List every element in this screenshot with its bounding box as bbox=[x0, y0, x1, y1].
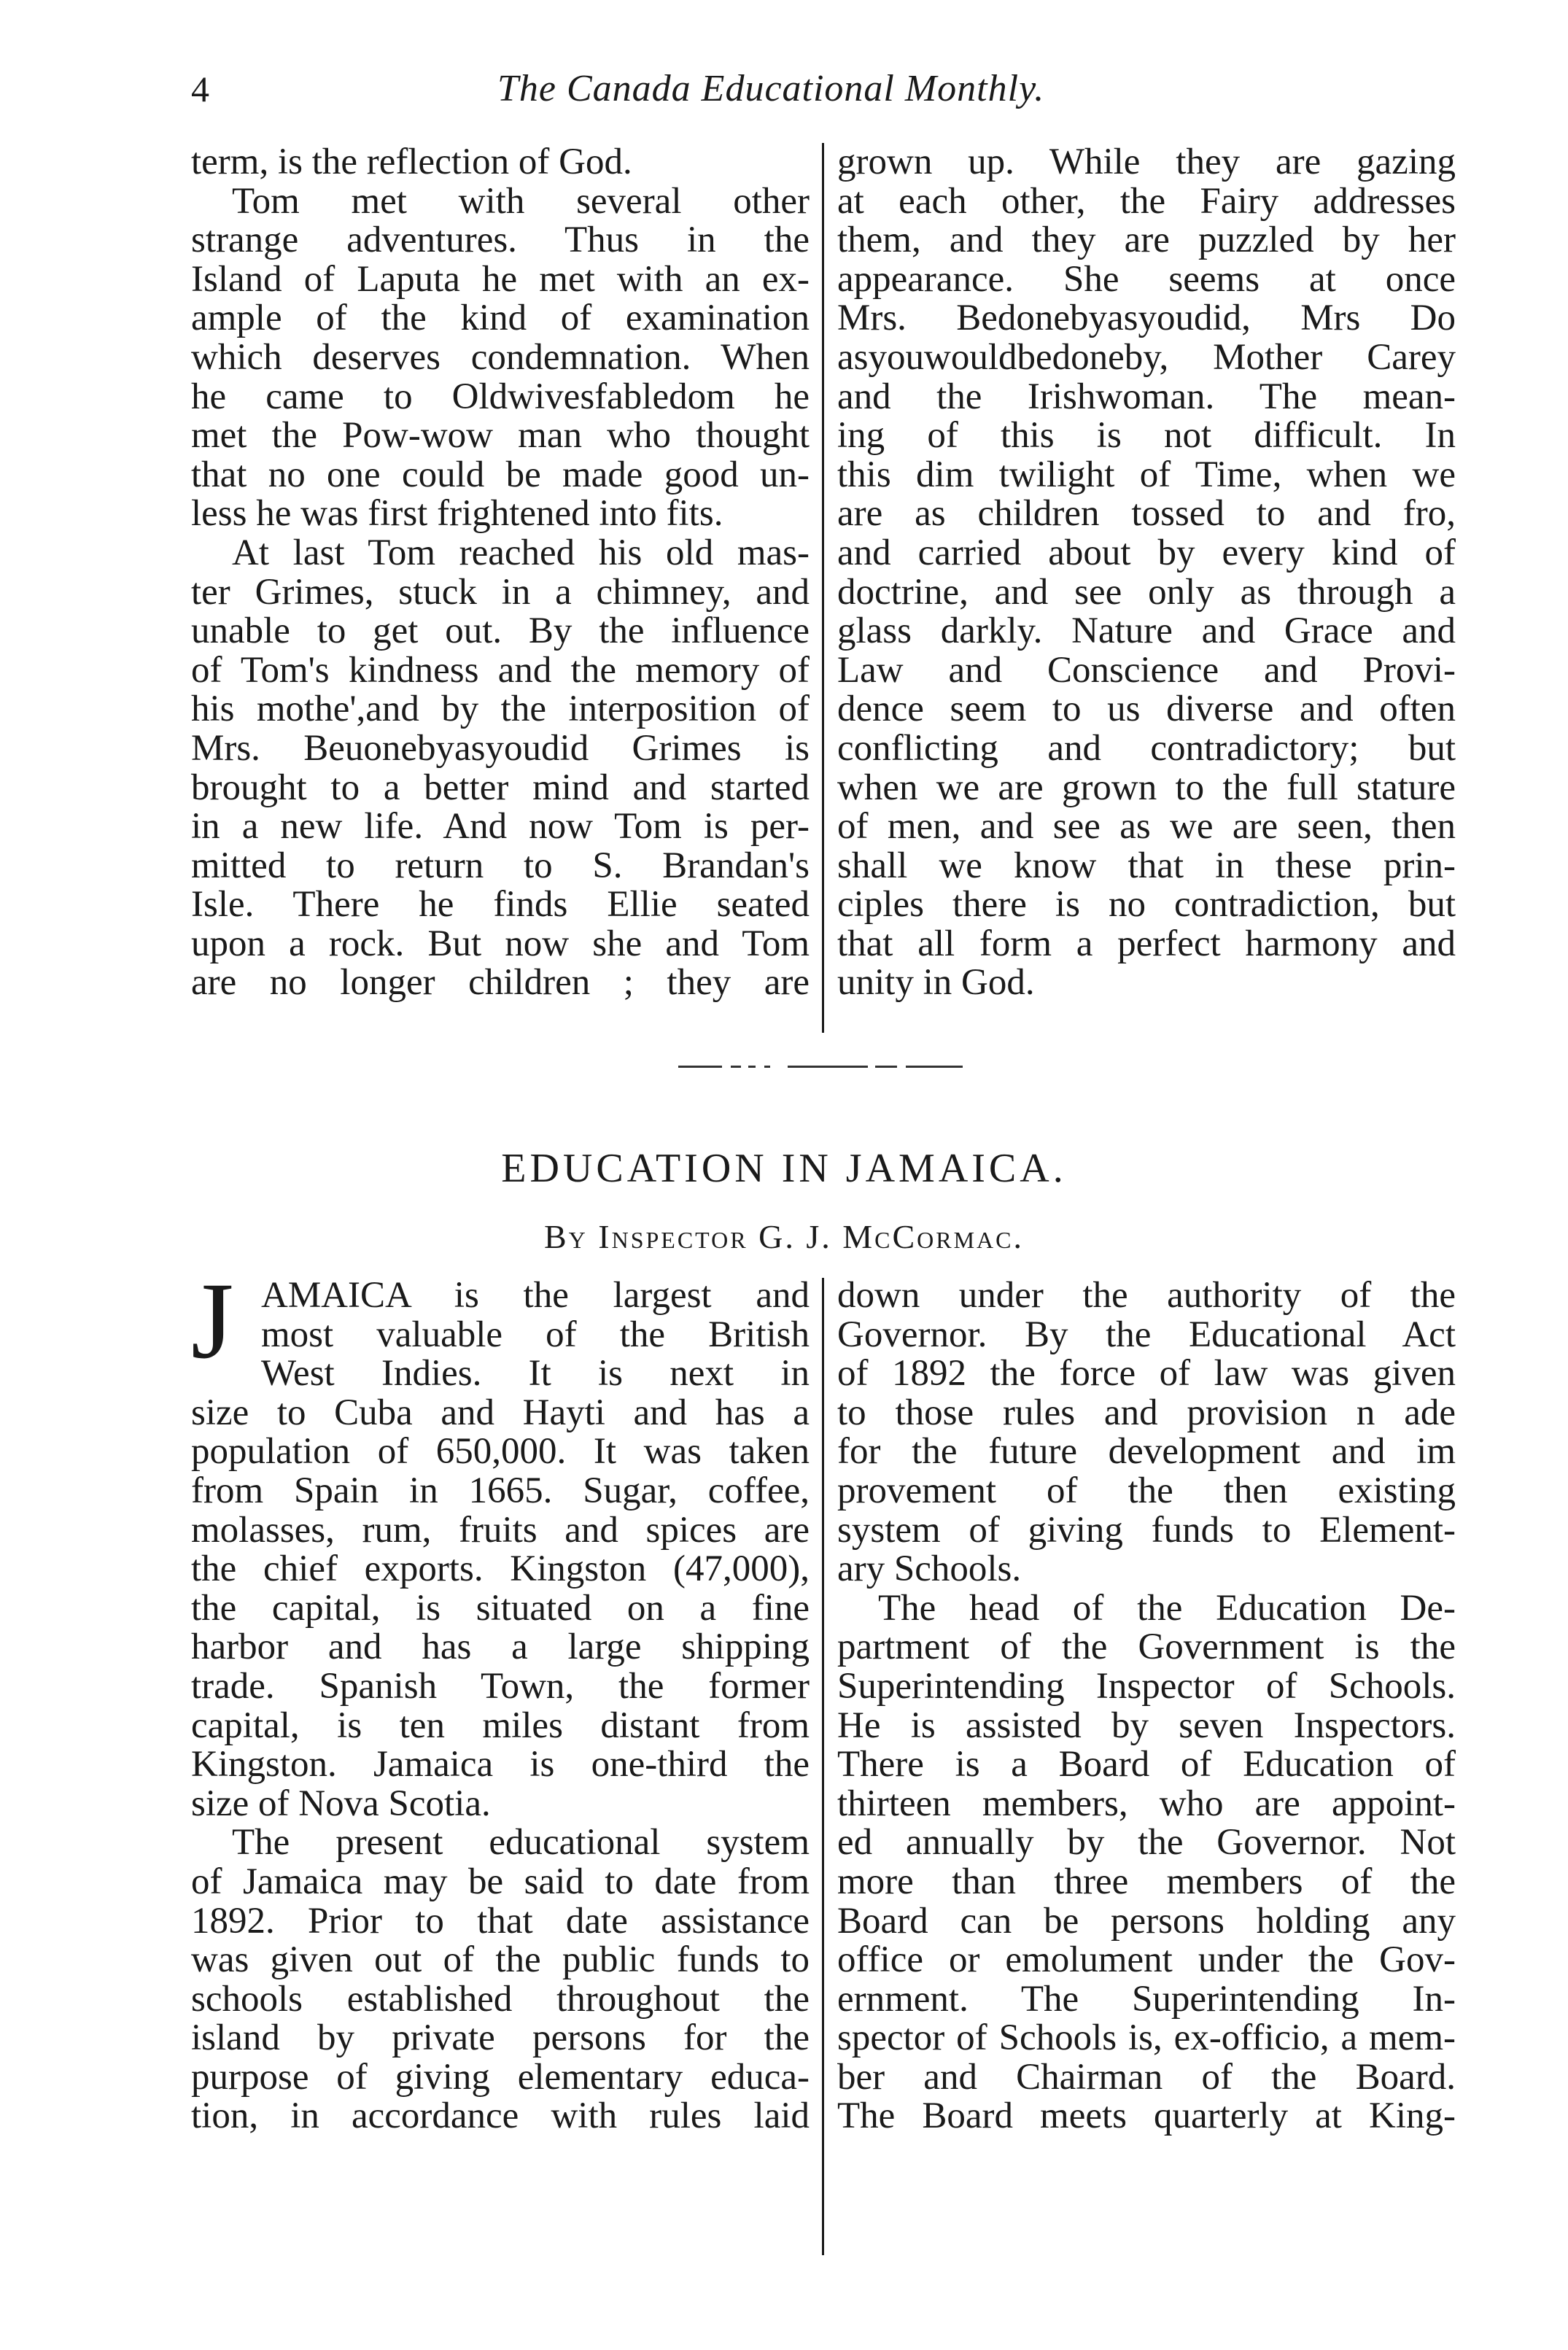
text-line: schools established throughout the bbox=[191, 1979, 810, 2020]
text-line: at each other, the Fairy addresses bbox=[837, 182, 1456, 222]
bottom-right-column bbox=[837, 1276, 1456, 2136]
text-line: that all form a perfect harmony and bbox=[837, 924, 1456, 964]
text-line: unity in God. bbox=[837, 963, 1035, 1004]
text-line: asyouwouldbedoneby, Mother Carey bbox=[837, 338, 1456, 378]
text-line: partment of the Government is the bbox=[837, 1628, 1456, 1667]
text-line: Law and Conscience and Provi- bbox=[837, 651, 1456, 691]
column-divider bbox=[822, 143, 824, 1033]
text-line: office or emolument under the Gov- bbox=[837, 1941, 1456, 1980]
text-line: ing of this is not difficult. In bbox=[837, 416, 1456, 456]
text-line: AMAICA is the largest and bbox=[261, 1276, 810, 1316]
text-line: the chief exports. Kingston (47,000), bbox=[191, 1550, 810, 1589]
article-title: EDUCATION IN JAMAICA. bbox=[501, 1146, 1067, 1191]
text-line: appearance. She seems at once bbox=[837, 260, 1456, 300]
text-line: thirteen members, who are appoint- bbox=[837, 1784, 1456, 1824]
bottom-left-column bbox=[191, 1276, 810, 2136]
text-line: mitted to return to S. Brandan's bbox=[191, 846, 810, 886]
text-line: was given out of the public funds to bbox=[191, 1941, 810, 1980]
text-line: spector of Schools is, ex-officio, a mem- bbox=[837, 2019, 1456, 2058]
text-line: dence seem to us diverse and often bbox=[837, 690, 1456, 729]
text-line: them, and they are puzzled by her bbox=[837, 221, 1456, 260]
text-line: his mothe',and by the interposition of bbox=[191, 690, 810, 729]
text-line: brought to a better mind and started bbox=[191, 768, 810, 808]
text-line: less he was first frightened into fits. bbox=[191, 495, 723, 534]
text-line: ber and Chairman of the Board. bbox=[837, 2058, 1456, 2098]
text-line: West Indies. It is next in bbox=[261, 1354, 810, 1394]
text-line: Kingston. Jamaica is one-third the bbox=[191, 1745, 810, 1785]
text-line: island by private persons for the bbox=[191, 2019, 810, 2058]
text-line: The present educational system bbox=[232, 1823, 810, 1863]
article-byline: By Inspector G. J. McCormac. bbox=[543, 1218, 1025, 1255]
text-line: molasses, rum, fruits and spices are bbox=[191, 1511, 810, 1551]
text-line: grown up. While they are gazing bbox=[837, 143, 1456, 182]
text-line: met the Pow-wow man who thought bbox=[191, 416, 810, 456]
text-line: and the Irishwoman. The mean- bbox=[837, 377, 1456, 417]
drop-cap: J bbox=[191, 1260, 234, 1381]
section-separator bbox=[678, 1063, 963, 1069]
text-line: ernment. The Superintending In- bbox=[837, 1979, 1456, 2020]
text-line: shall we know that in these prin- bbox=[837, 846, 1456, 886]
text-line: most valuable of the British bbox=[261, 1315, 810, 1355]
text-line: strange adventures. Thus in the bbox=[191, 221, 810, 260]
text-line: Isle. There he finds Ellie seated bbox=[191, 885, 810, 925]
text-line: Superintending Inspector of Schools. bbox=[837, 1667, 1456, 1707]
text-line: Mrs. Bedonebyasyoudid, Mrs Do bbox=[837, 299, 1456, 338]
text-line: in a new life. And now Tom is per- bbox=[191, 807, 810, 847]
text-line: which deserves condemnation. When bbox=[191, 338, 810, 378]
text-line: from Spain in 1665. Sugar, coffee, bbox=[191, 1471, 810, 1511]
text-line: ter Grimes, stuck in a chimney, and bbox=[191, 573, 810, 613]
top-right-column bbox=[837, 143, 1456, 1003]
text-line: of Jamaica may be said to date from bbox=[191, 1862, 810, 1902]
text-line: At last Tom reached his old mas- bbox=[232, 533, 810, 573]
text-line: Island of Laputa he met with an ex- bbox=[191, 260, 810, 300]
text-line: glass darkly. Nature and Grace and bbox=[837, 612, 1456, 651]
text-line: and carried about by every kind of bbox=[837, 533, 1456, 573]
text-line: he came to Oldwivesfabledom he bbox=[191, 377, 810, 417]
text-line: this dim twilight of Time, when we bbox=[837, 455, 1456, 495]
text-line: ample of the kind of examination bbox=[191, 299, 810, 338]
text-line: doctrine, and see only as through a bbox=[837, 573, 1456, 613]
text-line: There is a Board of Education of bbox=[837, 1745, 1456, 1785]
text-line: provement of the then existing bbox=[837, 1471, 1456, 1511]
text-line: The Board meets quarterly at King- bbox=[837, 2097, 1456, 2137]
text-line: to those rules and provision n ade bbox=[837, 1393, 1456, 1433]
running-title: The Canada Educational Monthly. bbox=[497, 68, 1045, 109]
text-line: for the future development and im bbox=[837, 1432, 1456, 1472]
text-line: conflicting and contradictory; but bbox=[837, 729, 1456, 769]
text-line: tion, in accordance with rules laid bbox=[191, 2097, 810, 2137]
text-line: the capital, is situated on a fine bbox=[191, 1589, 810, 1629]
column-divider bbox=[822, 1278, 824, 2255]
text-line: are no longer children ; they are bbox=[191, 963, 810, 1004]
text-line: of 1892 the force of law was given bbox=[837, 1354, 1456, 1394]
text-line: ed annually by the Governor. Not bbox=[837, 1823, 1456, 1863]
text-line: Mrs. Beuonebyasyoudid Grimes is bbox=[191, 729, 810, 769]
text-line: down under the authority of the bbox=[837, 1276, 1456, 1316]
text-line: trade. Spanish Town, the former bbox=[191, 1667, 810, 1707]
text-line: when we are grown to the full stature bbox=[837, 768, 1456, 808]
page-number: 4 bbox=[191, 69, 209, 109]
text-line: Board can be persons holding any bbox=[837, 1901, 1456, 1942]
text-line: that no one could be made good un- bbox=[191, 455, 810, 495]
text-line: Governor. By the Educational Act bbox=[837, 1315, 1456, 1355]
text-line: size to Cuba and Hayti and has a bbox=[191, 1393, 810, 1433]
text-line: term, is the reflection of God. bbox=[191, 143, 632, 182]
text-line: harbor and has a large shipping bbox=[191, 1628, 810, 1667]
text-line: more than three members of the bbox=[837, 1862, 1456, 1902]
text-line: of Tom's kindness and the memory of bbox=[191, 651, 810, 691]
page-header bbox=[191, 67, 1139, 125]
top-left-column bbox=[191, 143, 810, 1003]
text-line: The head of the Education De- bbox=[878, 1589, 1456, 1629]
text-line: size of Nova Scotia. bbox=[191, 1784, 491, 1824]
text-line: Tom met with several other bbox=[232, 182, 810, 222]
text-line: system of giving funds to Element- bbox=[837, 1511, 1456, 1551]
text-line: capital, is ten miles distant from bbox=[191, 1706, 810, 1746]
text-line: He is assisted by seven Inspectors. bbox=[837, 1706, 1456, 1746]
text-line: ciples there is no contradiction, but bbox=[837, 885, 1456, 925]
text-line: ary Schools. bbox=[837, 1550, 1022, 1589]
text-line: unable to get out. By the influence bbox=[191, 612, 810, 651]
text-line: upon a rock. But now she and Tom bbox=[191, 924, 810, 964]
text-line: of men, and see as we are seen, then bbox=[837, 807, 1456, 847]
text-line: purpose of giving elementary educa- bbox=[191, 2058, 810, 2098]
text-line: population of 650,000. It was taken bbox=[191, 1432, 810, 1472]
text-line: 1892. Prior to that date assistance bbox=[191, 1901, 810, 1942]
text-line: are as children tossed to and fro, bbox=[837, 495, 1456, 534]
